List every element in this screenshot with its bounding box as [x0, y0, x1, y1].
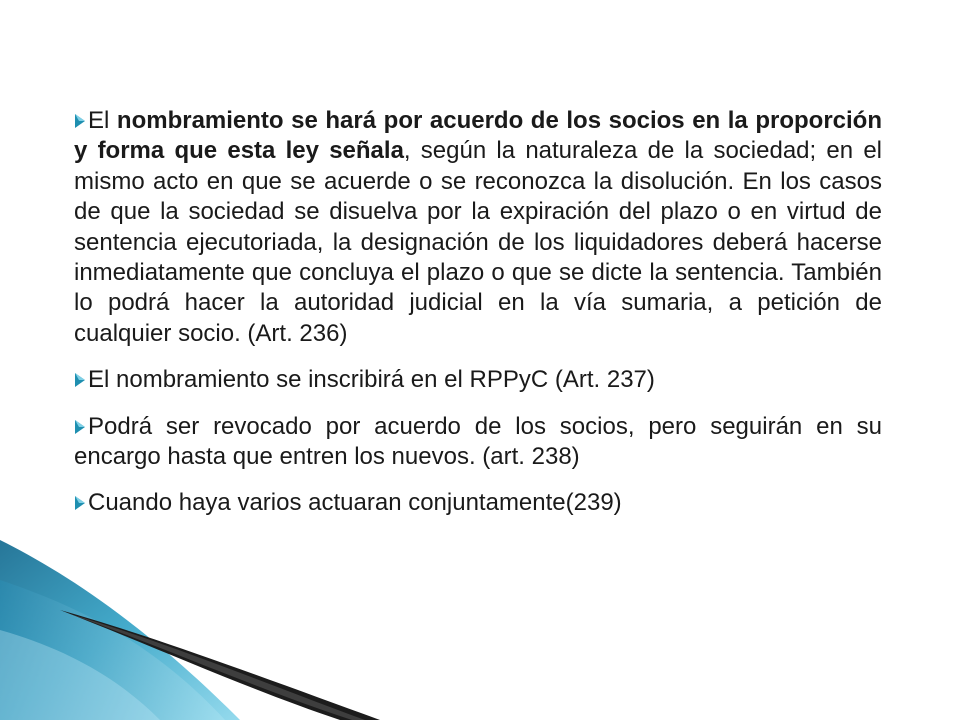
arrow-triangle-bullet-icon: [74, 488, 87, 518]
bullet-list: [74, 106, 882, 535]
bullet-text-part: , según la naturaleza de la sociedad; en el mismo acto en que se acuerde o se reconozca la disolución. En los casos de que la sociedad se disuelva por la expiración del plazo o en virtud de sentencia ejecutoriada, la designación de los liquidadores deberá hacerse inmediatamente que concluya el plazo o que se dicte la sentencia. También lo podrá hacer la autoridad judicial en la vía sumaria, a petición de cualquier socio. (Art. 236): [74, 137, 882, 347]
bullet-text-part-bold: nombramiento se hará por acuerdo de los socios en la proporción y forma que esta ley señala: [74, 107, 882, 165]
arrow-triangle-bullet-icon: [74, 365, 87, 395]
bullet-text-part: Cuando haya varios actuaran conjuntamente(239): [88, 489, 622, 517]
arrow-triangle-bullet-icon: [74, 412, 87, 442]
bullet-item: [74, 412, 882, 473]
bullet-text-part: Podrá ser revocado por acuerdo de los socios, pero seguirán en su encargo hasta que entren los nuevos. (art. 238): [74, 412, 882, 471]
bullet-item: [74, 488, 882, 518]
decorative-wave-swoosh: [0, 540, 380, 720]
bullet-item: [74, 365, 882, 395]
bullet-text-part: El: [88, 107, 117, 134]
arrow-triangle-bullet-icon: [74, 106, 87, 136]
bullet-item: [74, 106, 882, 349]
bullet-text-part: El nombramiento se inscribirá en el RPPyC (Art. 237): [88, 366, 655, 394]
